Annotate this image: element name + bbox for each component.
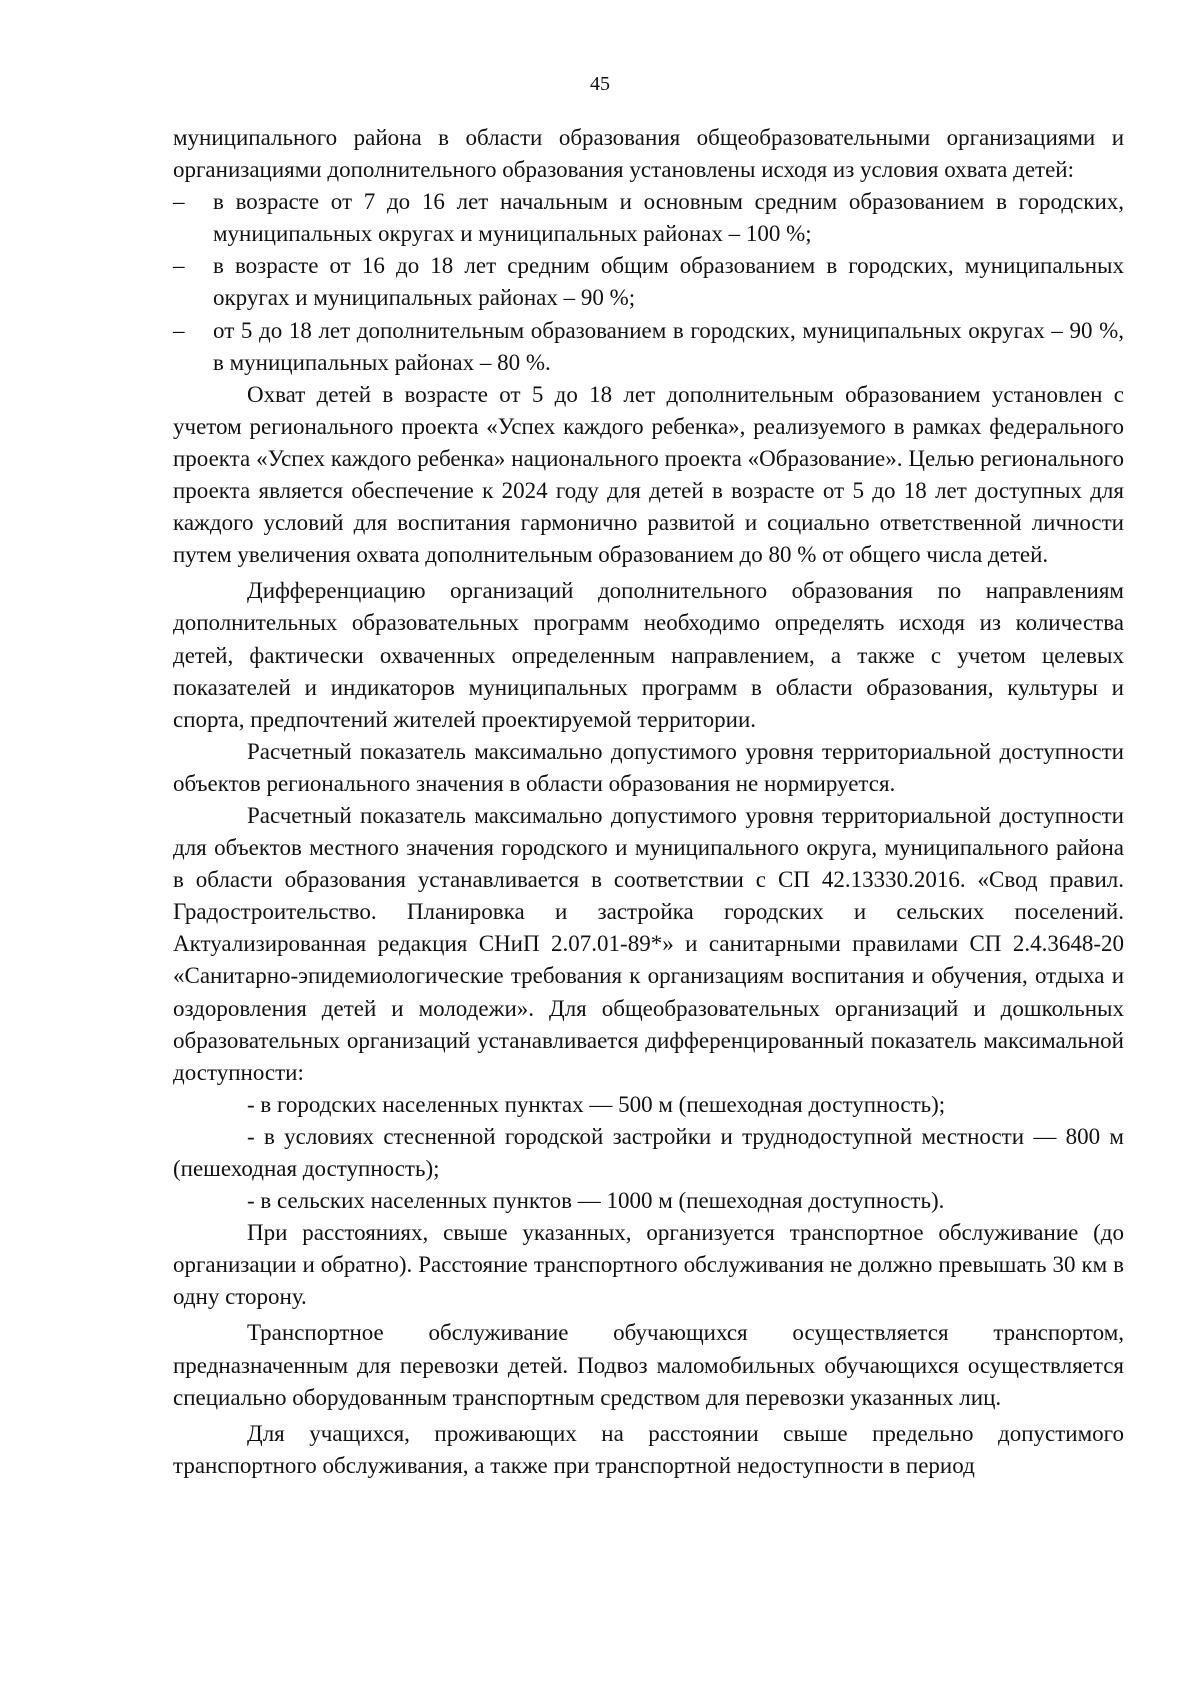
list-item-text: от 5 до 18 лет дополнительным образованием в городских, муниципальных округах – 90 %, в муниципальных районах – 80 %. bbox=[213, 317, 1124, 375]
paragraph-differentiation: Дифференциацию организаций дополнительного образования по направлениям дополнительных образовательных программ необходимо определять исходя из количества детей, фактически охваченных определенным направлением, а также с учетом целевых показателей и индикаторов муниципальных программ в области образования, культуры и спорта, предпочтений жителей проектируемой территории. bbox=[173, 578, 1124, 732]
bullet-dash: – bbox=[173, 253, 185, 279]
paragraph-constrained-distance: - в условиях стесненной городской застройки и труднодоступной местности — 800 м (пешеходная доступность); bbox=[173, 1123, 1124, 1181]
list-item-text: в возрасте от 16 до 18 лет средним общим образованием в городских, муниципальных округах и муниципальных районах – 90 %; bbox=[213, 253, 1124, 311]
paragraph-coverage: Охват детей в возрасте от 5 до 18 лет дополнительным образованием установлен с учетом регионального проекта «Успех каждого ребенка», реализуемого в рамках федерального проекта «Успех каждого ребенка» национального проекта «Образование». Целью регионального проекта является обеспечение к 2024 году для детей в возрасте от 5 до 18 лет доступных для каждого условий для воспитания гармонично развитой и социально ответственной личности путем увеличения охвата дополнительным образованием до 80 % от общего числа детей. bbox=[173, 381, 1124, 568]
paragraph-intro: муниципального района в области образования общеобразовательными организациями и организациями дополнительного образования установлены исходя из условия охвата детей: bbox=[173, 125, 1124, 183]
page-number: 45 bbox=[590, 73, 610, 95]
list-item bbox=[173, 250, 1124, 314]
bullet-dash: – bbox=[173, 317, 185, 343]
paragraph-transport-vehicles: Транспортное обслуживание обучающихся осуществляется транспортом, предназначенным для перевозки детей. Подвоз маломобильных обучающихся осуществляется специально оборудованным транспортным средством для перевозки указанных лиц. bbox=[173, 1320, 1124, 1410]
paragraph-transport-service: При расстояниях, свыше указанных, организуется транспортное обслуживание (до организации и обратно). Расстояние транспортного обслуживания не должно превышать 30 км в одну сторону. bbox=[173, 1220, 1124, 1310]
paragraph-rural-distance: - в сельских населенных пунктов — 1000 м (пешеходная доступность). bbox=[247, 1188, 945, 1214]
list-item bbox=[173, 186, 1124, 250]
list-item bbox=[173, 315, 1124, 379]
document-body bbox=[173, 122, 1124, 1482]
paragraph-regional-indicator: Расчетный показатель максимально допустимого уровня территориальной доступности объектов регионального значения в области образования не нормируется. bbox=[173, 738, 1124, 796]
list-item-text: в возрасте от 7 до 16 лет начальным и основным средним образованием в городских, муниципальных округах и муниципальных районах – 100 %; bbox=[213, 189, 1124, 247]
paragraph-urban-distance: - в городских населенных пунктах — 500 м (пешеходная доступность); bbox=[247, 1091, 946, 1117]
bullet-dash: – bbox=[173, 189, 185, 215]
paragraph-local-indicator: Расчетный показатель максимально допустимого уровня территориальной доступности для объектов местного значения городского и муниципального округа, муниципального района в области образования устанавливается в соответствии с СП 42.13330.2016. «Свод правил. Градостроительство. Планировка и застройка городских и сельских поселений. Актуализированная редакция СНиП 2.07.01-89*» и санитарными правилами СП 2.4.3648-20 «Санитарно-эпидемиологические требования к организациям воспитания и обучения, отдыха и оздоровления детей и молодежи». Для общеобразовательных организаций и дошкольных образовательных организаций устанавливается дифференцированный показатель максимальной доступности: bbox=[173, 802, 1124, 1085]
paragraph-remote-students: Для учащихся, проживающих на расстоянии свыше предельно допустимого транспортного обслуживания, а также при транспортной недоступности в период bbox=[173, 1420, 1124, 1478]
